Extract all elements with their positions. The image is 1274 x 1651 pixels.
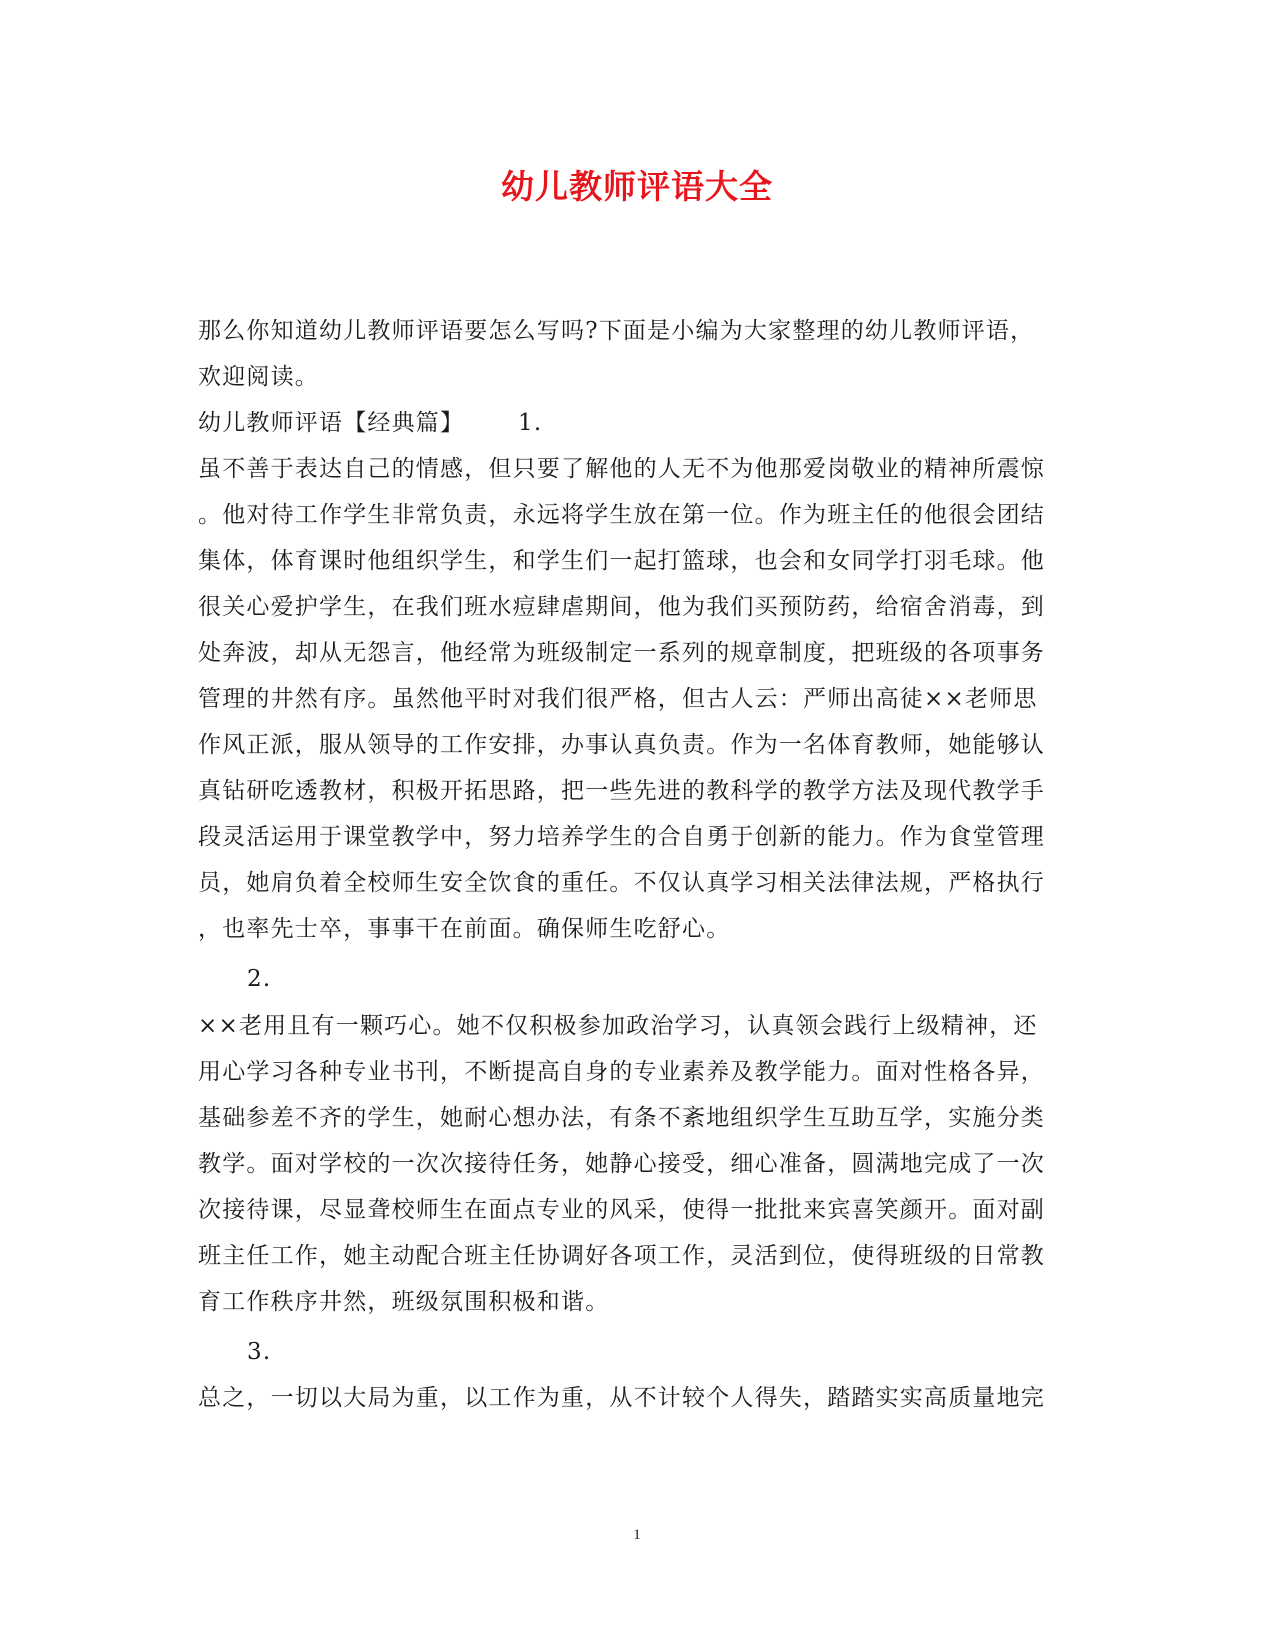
paragraph-line: 真钻研吃透教材，积极开拓思路，把一些先进的教科学的教学方法及现代教学手 xyxy=(198,778,1045,804)
item-1-number: 1. xyxy=(518,410,543,436)
paragraph-line: 员，她肩负着全校师生安全饮食的重任。不仅认真学习相关法律法规，严格执行 xyxy=(198,870,1045,896)
paragraph-line: 育工作秩序井然，班级氛围积极和谐。 xyxy=(198,1289,610,1315)
paragraph-line: 基础参差不齐的学生，她耐心想办法，有条不紊地组织学生互助互学，实施分类 xyxy=(198,1105,1045,1131)
intro-line: 欢迎阅读。 xyxy=(198,364,319,390)
paragraph-line: 作风正派，服从领导的工作安排，办事认真负责。作为一名体育教师，她能够认 xyxy=(198,732,1045,758)
item-2-number: 2. xyxy=(247,966,272,992)
paragraph-line: 次接待课，尽显聋校师生在面点专业的风采，使得一批批来宾喜笑颜开。面对副 xyxy=(198,1197,1045,1223)
paragraph-line: 总之，一切以大局为重，以工作为重，从不计较个人得失，踏踏实实高质量地完 xyxy=(198,1385,1045,1411)
paragraph-line: 班主任工作，她主动配合班主任协调好各项工作，灵活到位，使得班级的日常教 xyxy=(198,1243,1045,1269)
item-3-number: 3. xyxy=(247,1339,272,1365)
paragraph-line: 虽不善于表达自己的情感，但只要了解他的人无不为他那爱岗敬业的精神所震惊 xyxy=(198,456,1045,482)
paragraph-line: ××老用且有一颗巧心。她不仅积极参加政治学习，认真领会践行上级精神，还 xyxy=(198,1013,1038,1039)
paragraph-line: 很关心爱护学生，在我们班水痘肆虐期间，他为我们买预防药，给宿舍消毒，到 xyxy=(198,594,1045,620)
paragraph-line: 教学。面对学校的一次次接待任务，她静心接受，细心准备，圆满地完成了一次 xyxy=(198,1151,1045,1177)
paragraph-line: 。他对待工作学生非常负责，永远将学生放在第一位。作为班主任的他很会团结 xyxy=(198,502,1045,528)
paragraph-line: 处奔波，却从无怨言，他经常为班级制定一系列的规章制度，把班级的各项事务 xyxy=(198,640,1045,666)
paragraph-line: 段灵活运用于课堂教学中，努力培养学生的合自勇于创新的能力。作为食堂管理 xyxy=(198,824,1045,850)
page-number: 1 xyxy=(633,1527,641,1543)
paragraph-line: 管理的井然有序。虽然他平时对我们很严格，但古人云：严师出高徒××老师思 xyxy=(198,686,1038,712)
section-heading: 幼儿教师评语【经典篇】 xyxy=(198,410,465,436)
intro-line: 那么你知道幼儿教师评语要怎么写吗?下面是小编为大家整理的幼儿教师评语， xyxy=(198,318,1035,344)
section-heading-line xyxy=(198,408,1078,438)
paragraph-line: 集体，体育课时他组织学生，和学生们一起打篮球，也会和女同学打羽毛球。他 xyxy=(198,548,1045,574)
paragraph-line: ，也率先士卒，事事干在前面。确保师生吃舒心。 xyxy=(198,916,731,942)
document-title: 幼儿教师评语大全 xyxy=(501,167,773,206)
paragraph-line: 用心学习各种专业书刊，不断提高自身的专业素养及教学能力。面对性格各异， xyxy=(198,1059,1045,1085)
